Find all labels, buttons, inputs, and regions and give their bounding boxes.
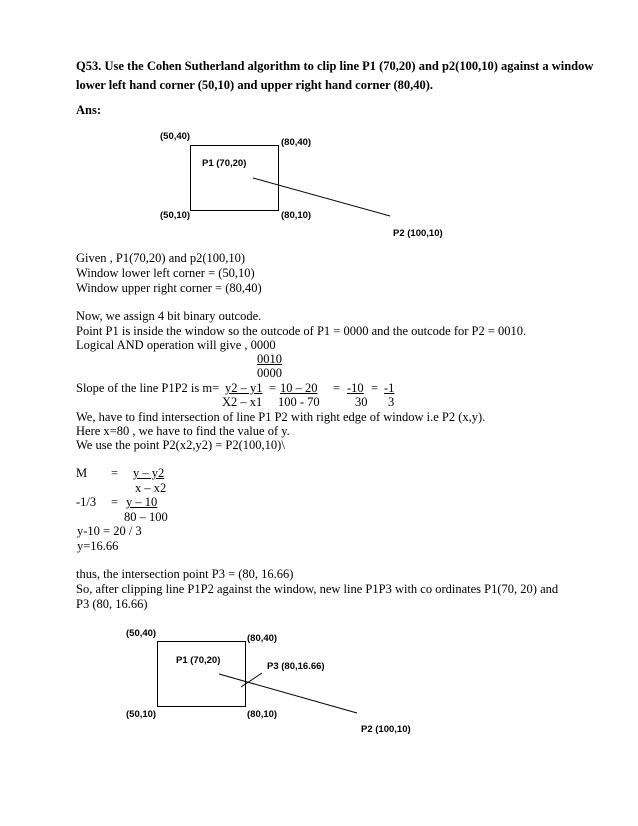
conclusion-line-2: So, after clipping line P1P2 against the window, new line P1P3 with co ordinates P1(70, 20) and (76, 582, 559, 596)
slope-den-2: 100 - 70 (278, 395, 320, 409)
slope-num-2: 10 – 20 (280, 381, 318, 395)
d1-label-p2: P2 (100,10) (393, 228, 443, 239)
calc-n-num: y – 10 (126, 495, 158, 509)
d1-label-bottom-left: (50,10) (160, 210, 191, 221)
d1-label-p1: P1 (70,20) (202, 158, 247, 169)
d2-label-p1: P1 (70,20) (176, 655, 221, 666)
given-line-2: Window lower left corner = (50,10) (76, 266, 255, 280)
outcode-result: 0000 (257, 366, 282, 380)
outcode-line-2: Point P1 is inside the window so the outcode of P1 = 0000 and the outcode for P2 = 0010. (76, 324, 527, 338)
line-p1-p2-2 (219, 674, 357, 713)
question-text: Q53. Use the Cohen Sutherland algorithm to clip line P1 (70,20) and p2(100,10) against a window lower left hand corner (50,10) and upper right hand corner (80,40). (76, 59, 594, 92)
intersect-line-1: We, have to find intersection of line P1 P2 with right edge of window i.e P2 (x,y). (76, 410, 486, 424)
calc-n-eq: = (111, 495, 119, 509)
window-rect-1 (191, 146, 279, 211)
calc-line-b: y=16.66 (77, 539, 119, 553)
d2-label-bottom-right: (80,10) (247, 709, 278, 720)
calc-m-label: M (76, 466, 88, 480)
d2-label-top-right: (80,40) (247, 633, 278, 644)
calc-line-a: y-10 = 20 / 3 (77, 524, 142, 538)
calc-n-den: 80 – 100 (124, 510, 168, 524)
d2-label-p2: P2 (100,10) (361, 724, 411, 735)
outcode-line-1: Now, we assign 4 bit binary outcode. (76, 309, 262, 323)
slope-eq-3: = (371, 381, 379, 395)
slope-num-4: -1 (384, 381, 395, 395)
calc-m-num: y – y2 (133, 466, 165, 480)
given-line-3: Window upper right corner = (80,40) (76, 281, 262, 295)
answer-label: Ans: (76, 103, 102, 117)
slope-den-3: 30 (355, 395, 368, 409)
intersect-line-2: Here x=80 , we have to find the value of y. (76, 424, 290, 438)
d1-label-bottom-right: (80,10) (281, 210, 312, 221)
given-line-1: Given , P1(70,20) and p2(100,10) (76, 251, 246, 265)
outcode-line-3: Logical AND operation will give , 0000 (76, 338, 276, 352)
conclusion-line-3: P3 (80, 16.66) (76, 597, 148, 611)
slope-num-3: -10 (347, 381, 364, 395)
calc-n-label: -1/3 (76, 495, 97, 509)
d2-label-top-left: (50,40) (126, 628, 157, 639)
conclusion-line-1: thus, the intersection point P3 = (80, 16.66) (76, 567, 294, 581)
slope-prefix: Slope of the line P1P2 is m= (76, 381, 220, 395)
slope-eq-1: = (269, 381, 277, 395)
slope-eq-2: = (333, 381, 341, 395)
outcode-operand-2: 0010 (257, 352, 282, 366)
d1-label-top-right: (80,40) (281, 137, 312, 148)
slope-num-1: y2 – y1 (225, 381, 263, 395)
window-rect-2 (158, 642, 246, 707)
calc-m-den: x – x2 (135, 481, 167, 495)
d1-label-top-left: (50,40) (160, 131, 191, 142)
slope-den-4: 3 (388, 395, 395, 409)
calc-m-eq: = (111, 466, 119, 480)
intersect-line-3: We use the point P2(x2,y2) = P2(100,10)\ (76, 438, 285, 452)
d2-label-bottom-left: (50,10) (126, 709, 157, 720)
d2-label-p3: P3 (80,16.66) (267, 661, 325, 672)
slope-den-1: X2 – x1 (222, 395, 263, 409)
